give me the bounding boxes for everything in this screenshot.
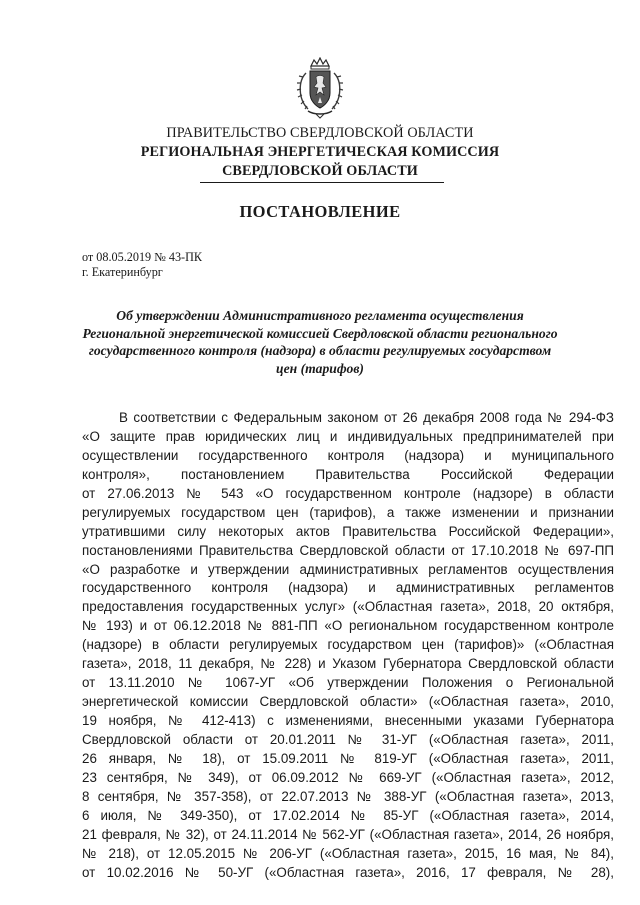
body-line: осуществлении государственного контроля (надзора) и муниципального (82, 447, 614, 463)
body-line: № 218), от 12.05.2015 № 206-УГ («Областная газета», 2015, 16 мая, № 84), (82, 845, 614, 861)
body-line: 6 июля, № 349-350), от 17.02.2014 № 85-УГ («Областная газета», 2014, (82, 807, 614, 823)
body-line: от 27.06.2013 № 543 «О государственном контроле (надзоре) в области (82, 485, 614, 501)
coat-of-arms-icon (294, 57, 346, 119)
org-name-line-1: ПРАВИТЕЛЬСТВО СВЕРДЛОВСКОЙ ОБЛАСТИ (166, 125, 474, 141)
body-line: предоставления государственных услуг» («Областная газета», 2018, 20 октября, (82, 599, 614, 615)
body-line: 8 сентября, № 357-358), от 22.07.2013 № 388-УГ («Областная газета», 2013, (82, 788, 614, 804)
body-line: № 193) и от 06.12.2018 № 881-ПП «О региональном государственном контроле (82, 618, 614, 634)
title-line: государственного контроля (надзора) в области регулируемых государством (88, 343, 552, 358)
document-date-number: от 08.05.2019 № 43-ПК (82, 250, 203, 264)
body-line: газета», 2018, 11 декабря, № 228) и Указом Губернатора Свердловской области (82, 656, 614, 672)
org-name-line-2: РЕГИОНАЛЬНАЯ ЭНЕРГЕТИЧЕСКАЯ КОМИССИЯ (140, 144, 500, 160)
body-line: регулируемых государством цен (тарифов), а также изменении и признании (82, 504, 614, 520)
title-line: Региональной энергетической комиссией Свердловской области регионального (82, 325, 558, 341)
body-line: 21 февраля, № 32), от 24.11.2014 № 562-УГ («Областная газета», 2014, 26 ноября, (82, 826, 614, 842)
header-divider (200, 182, 444, 183)
body-line: Свердловской области от 20.01.2011 № 31-УГ («Областная газета», 2011, (82, 731, 614, 747)
body-line: энергетической комиссии Свердловской области» («Областная газета», 2010, (82, 694, 614, 710)
body-line: (надзоре) в области регулируемых государством цен (тарифов)» («Областная (82, 637, 614, 653)
body-line: 23 сентября, № 349), от 06.09.2012 № 669-УГ («Областная газета», 2012, (82, 769, 614, 785)
document-title (80, 307, 560, 377)
body-line: от 13.11.2010 № 1067-УГ «Об утверждении Положения о Региональной (82, 675, 614, 691)
document-type: ПОСТАНОВЛЕНИЕ (239, 202, 401, 221)
body-line: государственного контроля (надзора) и административных регламентов (82, 580, 614, 596)
body-line: контроля», постановлением Правительства Российской Федерации (82, 466, 614, 482)
org-name-line-3: СВЕРДЛОВСКОЙ ОБЛАСТИ (222, 163, 418, 179)
body-line: «О защите прав юридических лиц и индивидуальных предпринимателей при (82, 428, 614, 444)
body-line: утратившими силу некоторых актов Правительства Российской Федерации», (82, 523, 614, 539)
title-line: цен (тарифов) (276, 360, 364, 376)
body-line: от 10.02.2016 № 50-УГ («Областная газета», 2016, 17 февраля, № 28), (82, 864, 614, 880)
body-line: 19 ноября, № 412-413) с изменениями, внесенными указами Губернатора (82, 713, 614, 728)
body-line: 26 января, № 18), от 15.09.2011 № 819-УГ («Областная газета», 2011, (82, 750, 614, 766)
body-line: «О разработке и утверждении административных регламентов осуществления (82, 561, 614, 577)
document-body (82, 409, 614, 882)
body-line: постановлениями Правительства Свердловской области от 17.10.2018 № 697-ПП (82, 542, 614, 558)
document-city: г. Екатеринбург (82, 265, 163, 279)
body-line: В соответствии с Федеральным законом от 26 декабря 2008 года № 294-ФЗ (119, 410, 614, 425)
title-line: Об утверждении Административного регламента осуществления (116, 308, 524, 323)
